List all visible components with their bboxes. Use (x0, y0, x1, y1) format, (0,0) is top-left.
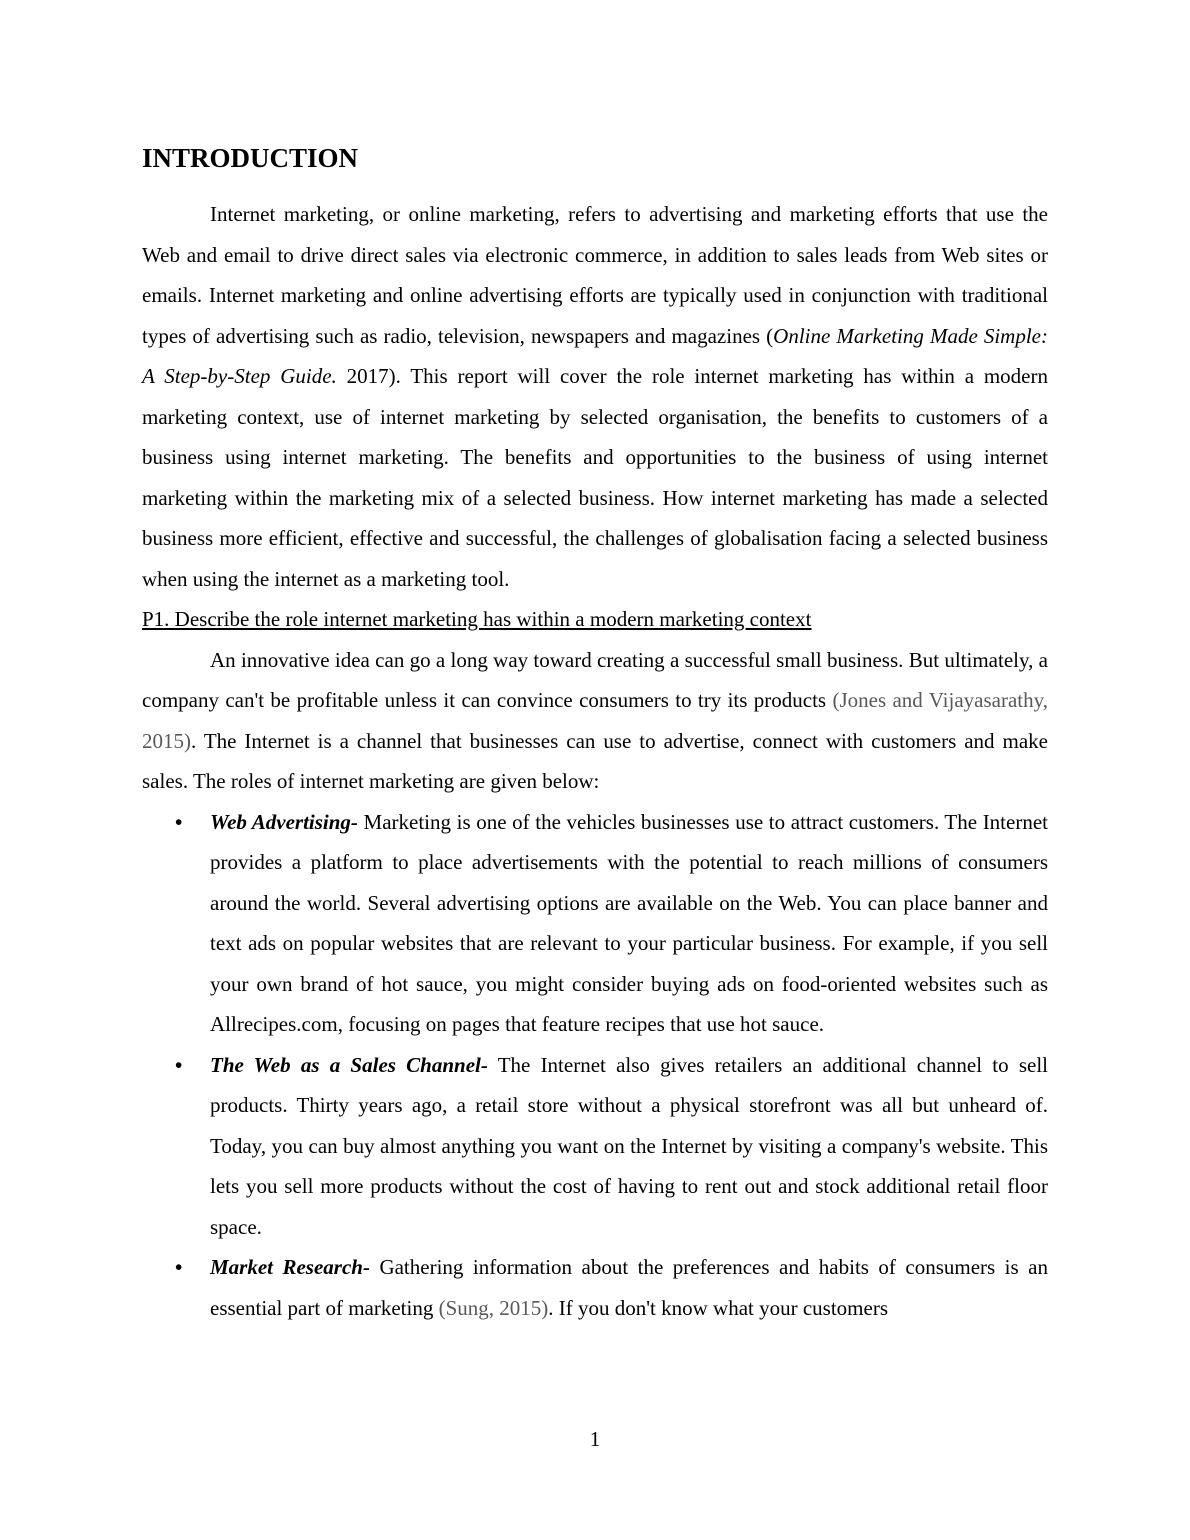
page-number: 1 (589, 1427, 601, 1451)
intro-paragraph-text-1: Internet marketing, or online marketing, refers to advertising and marketing efforts that use the Web and email to drive direct sales via electronic commerce, in addition to sales leads from Web sites or emails. Internet marketing and online advertising efforts are typically used in conjunction with traditional types of advertising such as radio, television, newspapers and magazines ( (142, 202, 1048, 348)
bullet-lead-market-research: Market Research- (210, 1255, 370, 1279)
list-item-web-sales-channel (142, 1045, 1048, 1248)
intro-paragraph (142, 194, 1048, 599)
bullet-text-web-advertising: Marketing is one of the vehicles businesses use to attract customers. The Internet provides a platform to place advertisements with the potential to reach millions of consumers around the world. Several advertising options are available on the Web. You can place banner and text ads on popular websites that are relevant to your particular business. For example, if you sell your own brand of hot sauce, you might consider buying ads on food-oriented websites such as Allrecipes.com, focusing on pages that feature recipes that use hot sauce. (210, 809, 1048, 1036)
citation-jones-vijayasarathy: (Jones and Vijayasarathy, 2015) (142, 688, 1049, 753)
bullet-icon: • (175, 1255, 183, 1279)
book-title-citation: Online Marketing Made Simple: A Step-by-Step Guide. (142, 323, 1048, 388)
p1-paragraph (142, 640, 1048, 802)
list-item-market-research (142, 1247, 1048, 1328)
bullet-lead-web-sales-channel: The Web as a Sales Channel- (210, 1052, 488, 1077)
p1-paragraph-text-1: An innovative idea can go a long way toward creating a successful small business. But ultimately, a company can't be profitable unless it can convince consumers to try its products (142, 647, 1048, 712)
list-item-web-advertising (142, 802, 1048, 1045)
intro-paragraph-text-2: 2017). This report will cover the role internet marketing has within a modern marketing context, use of internet marketing by selected organisation, the benefits to customers of a business using internet marketing. The benefits and opportunities to the business of using internet marketing within the marketing mix of a selected business. How internet marketing has made a selected business more efficient, effective and successful, the challenges of globalisation facing a selected business when using the internet as a marketing tool. (142, 364, 1049, 591)
bullet-text-market-research-2: . If you don't know what your customers (548, 1295, 888, 1320)
bullet-lead-web-advertising: Web Advertising- (210, 809, 358, 834)
section-heading-introduction: INTRODUCTION (142, 143, 359, 173)
p1-subheading: P1. Describe the role internet marketing has within a modern marketing context (142, 607, 812, 631)
bullet-icon: • (175, 1052, 183, 1077)
bullet-text-web-sales-channel: The Internet also gives retailers an additional channel to sell products. Thirty years ago, a retail store without a physical storefront was all but unheard of. Today, you can buy almost anything you want on the Internet by visiting a company's website. This lets you sell more products without the cost of having to rent out and stock additional retail floor space. (210, 1052, 1048, 1239)
citation-sung: (Sung, 2015) (438, 1295, 549, 1320)
bullet-icon: • (175, 809, 183, 834)
bullet-text-market-research-1: Gathering information about the preferences and habits of consumers is an essential part of marketing (210, 1255, 1048, 1320)
p1-paragraph-text-2: . The Internet is a channel that businesses can use to advertise, connect with customers and make sales. The roles of internet marketing are given below: (142, 728, 1048, 793)
internet-marketing-roles-list (142, 802, 1048, 1329)
